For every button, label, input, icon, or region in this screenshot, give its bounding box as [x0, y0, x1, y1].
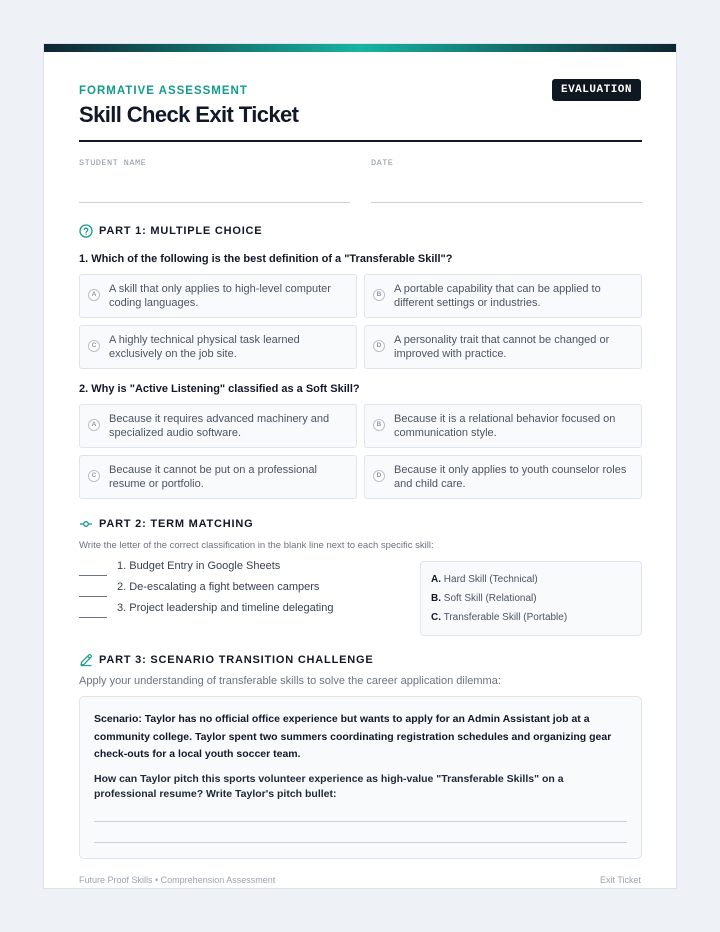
worksheet-page [43, 43, 677, 889]
q2-option-d[interactable] [364, 455, 642, 499]
question-1: 1. Which of the following is the best definition of a "Transferable Skill"? [79, 253, 453, 265]
key-text: Hard Skill (Technical) [443, 574, 538, 585]
option-letter: A [88, 289, 100, 301]
answer-line-2[interactable] [94, 842, 627, 843]
option-letter: B [373, 419, 385, 431]
student-name-line[interactable] [79, 202, 350, 203]
q1-option-c[interactable] [79, 325, 357, 369]
part2-heading-text: PART 2: TERM MATCHING [99, 518, 254, 530]
part1-heading [79, 224, 262, 238]
q2-option-a[interactable] [79, 404, 357, 448]
part3-instruction: Apply your understanding of transferable skills to solve the career application dilemma: [79, 675, 501, 687]
part1-heading-text: PART 1: MULTIPLE CHOICE [99, 225, 263, 237]
option-text: A skill that only applies to high-level computer coding languages. [109, 283, 331, 309]
answer-blank[interactable] [79, 616, 107, 618]
page-title: Skill Check Exit Ticket [79, 102, 299, 127]
option-text: A portable capability that can be applied to different settings or industries. [394, 283, 601, 309]
option-text: Because it is a relational behavior focused on communication style. [394, 413, 616, 439]
match-item-text: 1. Budget Entry in Google Sheets [117, 560, 281, 572]
option-text: Because it only applies to youth counselor roles and child care. [394, 464, 627, 490]
q1-option-b[interactable] [364, 274, 642, 318]
key-text: Transferable Skill (Portable) [443, 612, 568, 623]
part2-instruction: Write the letter of the correct classification in the blank line next to each specific skill: [79, 540, 434, 551]
top-accent-bar [44, 44, 676, 52]
key-letter: A. [431, 574, 441, 585]
q1-option-a[interactable] [79, 274, 357, 318]
footer-left: Future Proof Skills • Comprehension Assessment [79, 875, 276, 885]
key-row-a [431, 574, 538, 585]
section-kicker: FORMATIVE ASSESSMENT [79, 85, 248, 97]
match-item-2 [79, 581, 319, 593]
match-item-text: 2. De-escalating a fight between campers [117, 581, 320, 593]
part3-heading [79, 653, 373, 667]
option-letter: A [88, 419, 100, 431]
question-2: 2. Why is "Active Listening" classified as a Soft Skill? [79, 383, 360, 395]
option-text: A highly technical physical task learned exclusively on the job site. [109, 334, 300, 360]
answer-blank[interactable] [79, 595, 107, 597]
question-circle-icon [79, 224, 93, 238]
scenario-text: Scenario: Taylor has no official office experience but wants to apply for an Admin Assistant job at a community college. Taylor spent two summers coordinating registration schedules and organizing gear check-outs for a local youth soccer team. [94, 713, 612, 760]
match-item-3 [79, 602, 333, 614]
commit-node-icon [79, 517, 93, 531]
option-letter: B [373, 289, 385, 301]
key-row-b [431, 593, 537, 604]
match-item-text: 3. Project leadership and timeline delegating [117, 602, 334, 614]
title-divider [79, 140, 642, 142]
key-letter: C. [431, 612, 441, 623]
answer-blank[interactable] [79, 574, 107, 576]
option-letter: D [373, 340, 385, 352]
q2-option-b[interactable] [364, 404, 642, 448]
option-letter: C [88, 470, 100, 482]
option-text: Because it cannot be put on a professional resume or portfolio. [109, 464, 317, 490]
pencil-icon [79, 653, 93, 667]
scenario-box [79, 696, 642, 859]
classification-key [420, 561, 642, 636]
scenario-prompt: How can Taylor pitch this sports volunteer experience as high-value "Transferable Skills" on a professional resume? Write Taylor's pitch bullet: [94, 773, 564, 800]
key-letter: B. [431, 593, 441, 604]
footer-right: Exit Ticket [599, 875, 641, 885]
option-text: Because it requires advanced machinery and specialized audio software. [109, 413, 330, 439]
match-item-1 [79, 560, 280, 572]
q1-option-d[interactable] [364, 325, 642, 369]
answer-line-1[interactable] [94, 821, 627, 822]
option-letter: C [88, 340, 100, 352]
key-row-c [431, 612, 567, 623]
part3-heading-text: PART 3: SCENARIO TRANSITION CHALLENGE [99, 654, 374, 666]
part2-heading [79, 517, 254, 531]
option-letter: D [373, 470, 385, 482]
date-line[interactable] [371, 202, 642, 203]
student-name-label: STUDENT NAME [79, 158, 147, 168]
date-label: DATE [371, 158, 394, 168]
key-text: Soft Skill (Relational) [443, 593, 537, 604]
option-text: A personality trait that cannot be changed or improved with practice. [394, 334, 610, 360]
q2-option-c[interactable] [79, 455, 357, 499]
evaluation-badge: EVALUATION [552, 79, 641, 101]
